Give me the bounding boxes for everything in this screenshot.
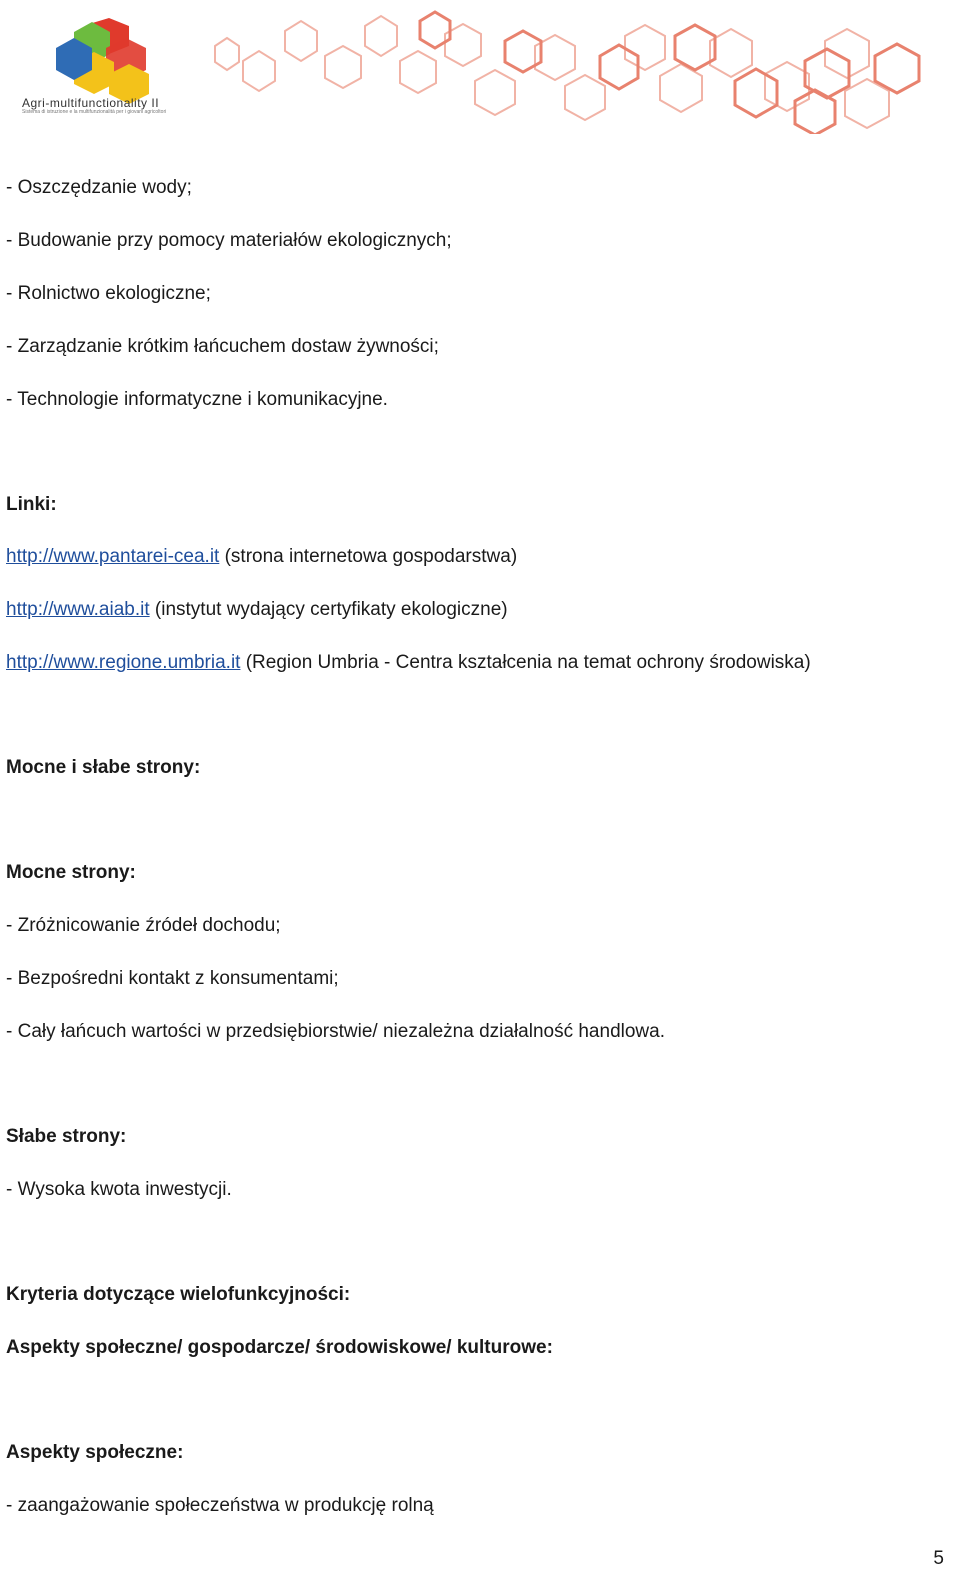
- criteria-heading: Kryteria dotyczące wielofunkcyjności:: [6, 1284, 351, 1305]
- list-item: - Budowanie przy pomocy materiałów ekologicznych;: [6, 230, 452, 251]
- list-item: - Zarządzanie krótkim łańcuchem dostaw żywności;: [6, 336, 439, 357]
- list-item: - Zróżnicowanie źródeł dochodu;: [6, 915, 281, 936]
- list-item: - Oszczędzanie wody;: [6, 177, 192, 198]
- link-pantarei[interactable]: http://www.pantarei-cea.it: [6, 546, 220, 567]
- list-item: - Wysoka kwota inwestycji.: [6, 1179, 232, 1200]
- decorative-hexagon-band: [205, 6, 945, 134]
- links-heading: Linki:: [6, 494, 57, 515]
- list-item: - Cały łańcuch wartości w przedsiębiorstwie/ niezależna działalność handlowa.: [6, 1021, 665, 1042]
- strengths-weaknesses-heading: Mocne i słabe strony:: [6, 757, 201, 778]
- social-heading: Aspekty społeczne:: [6, 1442, 184, 1463]
- weaknesses-heading: Słabe strony:: [6, 1126, 127, 1147]
- aspects-heading: Aspekty społeczne/ gospodarcze/ środowiskowe/ kulturowe:: [6, 1337, 553, 1358]
- logo-subtitle: Sistema di istruzione e la multifunzionalità per i giovani agricoltori: [22, 109, 167, 115]
- strengths-heading: Mocne strony:: [6, 862, 136, 883]
- link-description: (strona internetowa gospodarstwa): [219, 546, 518, 567]
- page-number: 5: [933, 1548, 944, 1569]
- link-regione-umbria[interactable]: http://www.regione.umbria.it: [6, 652, 241, 673]
- link-row: [6, 651, 811, 675]
- link-row: [6, 598, 508, 622]
- link-row: [6, 545, 517, 569]
- list-item: - Bezpośredni kontakt z konsumentami;: [6, 968, 339, 989]
- list-item: - Rolnictwo ekologiczne;: [6, 283, 211, 304]
- list-item: - zaangażowanie społeczeństwa w produkcję rolną: [6, 1495, 434, 1516]
- link-aiab[interactable]: http://www.aiab.it: [6, 599, 150, 620]
- list-item: - Technologie informatyczne i komunikacyjne.: [6, 389, 388, 410]
- page-header: [0, 0, 960, 140]
- link-description: (Region Umbria - Centra kształcenia na temat ochrony środowiska): [240, 652, 811, 673]
- logo-title: Agri-multifunctionality II: [22, 96, 160, 110]
- link-description: (instytut wydający certyfikaty ekologiczne): [149, 599, 508, 620]
